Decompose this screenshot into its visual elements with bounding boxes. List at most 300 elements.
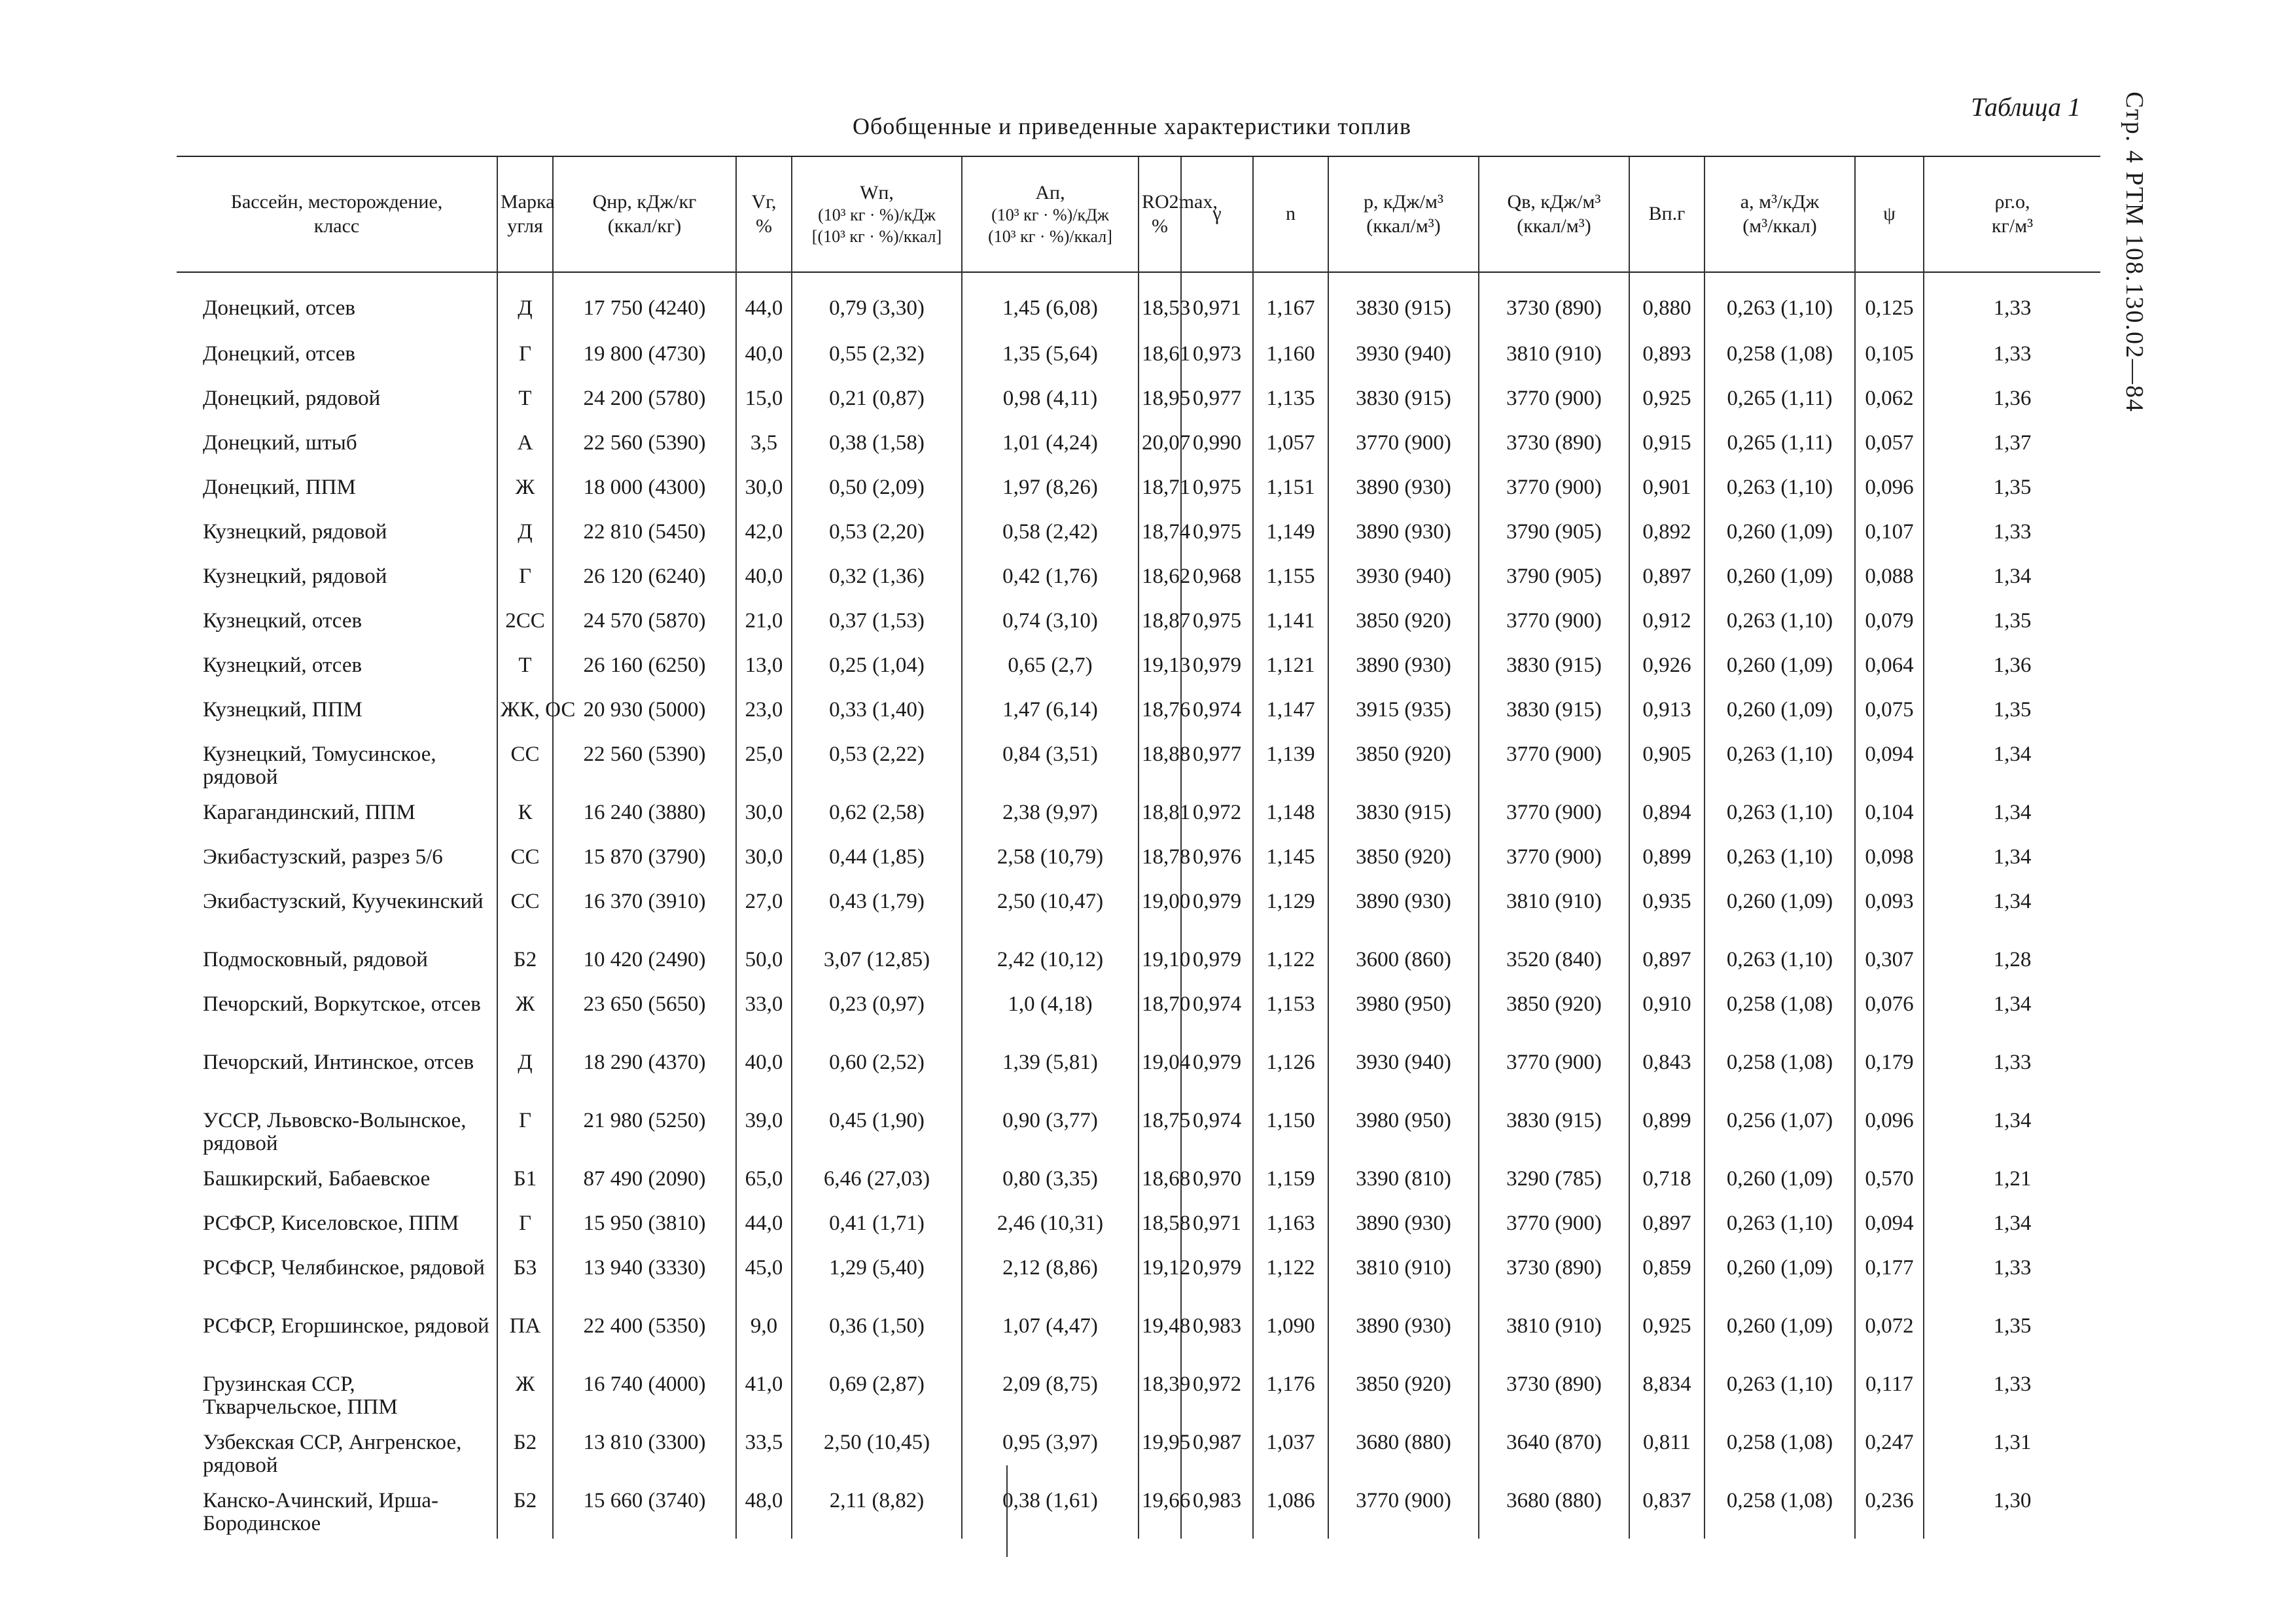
column-header-text: (ккал/кг)	[607, 215, 682, 237]
column-header-text: Qнр, кДж/кг	[592, 190, 697, 213]
table-row	[177, 645, 2100, 689]
table-cell: 1,36	[1924, 378, 2100, 423]
column-header-text: ρг.о,	[1994, 190, 2030, 213]
table-cell: 30,0	[736, 467, 792, 512]
table-cell: 0,935	[1629, 881, 1704, 939]
table-cell: 9,0	[736, 1306, 792, 1364]
table-cell: 0,62 (2,58)	[792, 792, 962, 837]
table-cell: 0,926	[1629, 645, 1704, 689]
table-cell: 0,079	[1855, 601, 1924, 645]
table-cell: 0,260 (1,09)	[1704, 512, 1855, 556]
table-cell: 18,71	[1139, 467, 1181, 512]
table-cell: 2,38 (9,97)	[962, 792, 1139, 837]
table-row	[177, 1306, 2100, 1364]
table-cell: 3730 (890)	[1479, 423, 1629, 467]
fuel-name-cell: Кузнецкий, рядовой	[203, 565, 387, 588]
table-row	[177, 378, 2100, 423]
table-cell: 18 290 (4370)	[553, 1042, 736, 1100]
table-cell: 0,43 (1,79)	[792, 881, 962, 939]
table-cell: 8,834	[1629, 1364, 1704, 1422]
table-cell: 2,09 (8,75)	[962, 1364, 1139, 1422]
table-cell: 10 420 (2490)	[553, 939, 736, 984]
table-cell: К	[497, 792, 553, 837]
table-cell: 3810 (910)	[1328, 1248, 1479, 1306]
table-row	[177, 1248, 2100, 1306]
table-cell: 0,60 (2,52)	[792, 1042, 962, 1100]
fuel-name-cell: Донецкий, отсев	[203, 296, 355, 320]
table-cell: 0,072	[1855, 1306, 1924, 1364]
table-cell: 0,258 (1,08)	[1704, 1042, 1855, 1100]
table-cell: 0,811	[1629, 1422, 1704, 1480]
table-cell: 3770 (900)	[1328, 423, 1479, 467]
table-cell: 2,11 (8,82)	[792, 1480, 962, 1539]
table-row	[177, 1100, 2100, 1159]
table-cell: 18,88	[1139, 734, 1181, 792]
table-cell: 3850 (920)	[1328, 837, 1479, 881]
table-cell: 1,33	[1924, 1364, 2100, 1422]
table-cell: 27,0	[736, 881, 792, 939]
table-cell: 3930 (940)	[1328, 556, 1479, 601]
table-cell: 1,149	[1253, 512, 1328, 556]
table-cell: 0,263 (1,10)	[1704, 734, 1855, 792]
table-cell: 22 560 (5390)	[553, 734, 736, 792]
table-cell: 13 940 (3330)	[553, 1248, 736, 1306]
table-cell: 0,974	[1181, 984, 1253, 1042]
table-cell: 40,0	[736, 556, 792, 601]
table-cell: 1,28	[1924, 939, 2100, 984]
table-cell: 1,34	[1924, 556, 2100, 601]
table-cell: 1,29 (5,40)	[792, 1248, 962, 1306]
table-cell: 0,094	[1855, 1203, 1924, 1248]
table-cell: 1,121	[1253, 645, 1328, 689]
table-cell: 1,145	[1253, 837, 1328, 881]
table-cell: 44,0	[736, 271, 792, 334]
table-title: Обобщенные и приведенные характеристики топлив	[852, 113, 1412, 139]
table-cell: 0,897	[1629, 939, 1704, 984]
fuel-name-cell: Грузинская ССР, Ткварчельское, ППМ	[203, 1372, 398, 1419]
table-number-label: Таблица 1	[1971, 92, 2081, 122]
table-cell: 0,975	[1181, 512, 1253, 556]
table-cell: ЖК, ОС	[497, 689, 553, 734]
table-row	[177, 734, 2100, 792]
table-cell: 0,975	[1181, 467, 1253, 512]
table-cell: 1,33	[1924, 1248, 2100, 1306]
table-cell: 0,263 (1,10)	[1704, 1203, 1855, 1248]
table-cell: Б1	[497, 1159, 553, 1203]
table-header-row	[177, 157, 2100, 271]
table-cell: Д	[497, 1042, 553, 1100]
table-cell: 0,263 (1,10)	[1704, 792, 1855, 837]
table-cell: 0,088	[1855, 556, 1924, 601]
table-cell: 0,859	[1629, 1248, 1704, 1306]
fuel-name-cell: Донецкий, штыб	[203, 431, 357, 455]
table-cell: 1,35	[1924, 467, 2100, 512]
table-cell: 0,84 (3,51)	[962, 734, 1139, 792]
table-cell: 45,0	[736, 1248, 792, 1306]
table-cell: 0,570	[1855, 1159, 1924, 1203]
table-cell: 3830 (915)	[1328, 271, 1479, 334]
column-header-1	[497, 157, 553, 271]
table-cell: 1,150	[1253, 1100, 1328, 1159]
column-header-text: ψ	[1883, 203, 1896, 225]
table-cell: 0,263 (1,10)	[1704, 271, 1855, 334]
table-cell: 0,179	[1855, 1042, 1924, 1100]
table-cell: 2,58 (10,79)	[962, 837, 1139, 881]
table-cell: 0,892	[1629, 512, 1704, 556]
table-cell: 87 490 (2090)	[553, 1159, 736, 1203]
table-cell: 1,01 (4,24)	[962, 423, 1139, 467]
table-cell: 22 560 (5390)	[553, 423, 736, 467]
table-cell: 0,910	[1629, 984, 1704, 1042]
table-cell: Ж	[497, 1364, 553, 1422]
fuel-name-cell: Экибастузский, разрез 5/6	[203, 845, 443, 869]
table-cell: 39,0	[736, 1100, 792, 1159]
table-cell: 0,905	[1629, 734, 1704, 792]
table-cell: 23 650 (5650)	[553, 984, 736, 1042]
column-header-text: (10³ кг · %)/кДж	[991, 205, 1109, 225]
table-cell: 0,258 (1,08)	[1704, 1480, 1855, 1539]
table-cell: 18 000 (4300)	[553, 467, 736, 512]
column-header-4	[792, 157, 962, 271]
table-cell: 1,47 (6,14)	[962, 689, 1139, 734]
table-cell: 18,68	[1139, 1159, 1181, 1203]
table-cell: 0,265 (1,11)	[1704, 378, 1855, 423]
table-cell: 24 200 (5780)	[553, 378, 736, 423]
table-cell: 3,07 (12,85)	[792, 939, 962, 984]
table-cell: 18,76	[1139, 689, 1181, 734]
table-cell: 0,104	[1855, 792, 1924, 837]
table-cell: 3915 (935)	[1328, 689, 1479, 734]
table-cell: 0,32 (1,36)	[792, 556, 962, 601]
table-cell: 19 800 (4730)	[553, 334, 736, 378]
table-cell: 0,899	[1629, 1100, 1704, 1159]
table-cell: Ж	[497, 467, 553, 512]
table-row	[177, 689, 2100, 734]
table-cell: 18,74	[1139, 512, 1181, 556]
table-cell: 3890 (930)	[1328, 1203, 1479, 1248]
column-header-text: (м³/ккал)	[1742, 215, 1817, 237]
table-cell: 33,5	[736, 1422, 792, 1480]
table-cell: 26 160 (6250)	[553, 645, 736, 689]
table-cell: 21 980 (5250)	[553, 1100, 736, 1159]
table-row	[177, 556, 2100, 601]
table-cell: 0,260 (1,09)	[1704, 689, 1855, 734]
table-cell: 18,75	[1139, 1100, 1181, 1159]
table-cell: 0,897	[1629, 556, 1704, 601]
table-cell: 3600 (860)	[1328, 939, 1479, 984]
table-cell: 0,74 (3,10)	[962, 601, 1139, 645]
table-cell: Г	[497, 1100, 553, 1159]
table-cell: 3790 (905)	[1479, 512, 1629, 556]
table-cell: 1,35	[1924, 601, 2100, 645]
table-cell: 1,159	[1253, 1159, 1328, 1203]
table-cell: 3730 (890)	[1479, 271, 1629, 334]
table-cell: 3930 (940)	[1328, 334, 1479, 378]
table-cell: 0,265 (1,11)	[1704, 423, 1855, 467]
table-row	[177, 271, 2100, 334]
table-cell: 3890 (930)	[1328, 645, 1479, 689]
table-cell: 26 120 (6240)	[553, 556, 736, 601]
table-cell: 1,33	[1924, 271, 2100, 334]
table-cell: Б2	[497, 1480, 553, 1539]
table-cell: 0,899	[1629, 837, 1704, 881]
table-cell: Б2	[497, 939, 553, 984]
table-cell: 48,0	[736, 1480, 792, 1539]
table-cell: 42,0	[736, 512, 792, 556]
table-cell: 0,979	[1181, 1248, 1253, 1306]
fuel-name-cell: Кузнецкий, Томусинское, рядовой	[203, 742, 436, 789]
column-header-text: класс	[313, 215, 360, 237]
table-cell: 3770 (900)	[1479, 601, 1629, 645]
fuel-name-cell: Подмосковный, рядовой	[203, 948, 428, 971]
fuel-characteristics-table	[177, 157, 2100, 1539]
table-cell: 0,979	[1181, 645, 1253, 689]
fuel-name-cell: Кузнецкий, рядовой	[203, 520, 387, 544]
table-cell: 0,53 (2,20)	[792, 512, 962, 556]
column-header-2	[553, 157, 736, 271]
table-cell: 3770 (900)	[1479, 792, 1629, 837]
table-cell: Г	[497, 556, 553, 601]
column-header-text: Марка	[501, 190, 555, 213]
table-cell: 3890 (930)	[1328, 881, 1479, 939]
table-cell: 0,107	[1855, 512, 1924, 556]
table-cell: 0,33 (1,40)	[792, 689, 962, 734]
table-cell: 1,167	[1253, 271, 1328, 334]
table-cell: 18,58	[1139, 1203, 1181, 1248]
table-cell: 19,00	[1139, 881, 1181, 939]
table-cell: 1,35	[1924, 689, 2100, 734]
column-header-text: a, м³/кДж	[1740, 190, 1820, 213]
table-cell: 0,69 (2,87)	[792, 1364, 962, 1422]
table-cell: 0,260 (1,09)	[1704, 645, 1855, 689]
table-cell: 0,979	[1181, 881, 1253, 939]
table-row	[177, 1422, 2100, 1480]
table-cell: 2,50 (10,45)	[792, 1422, 962, 1480]
table-cell: 22 400 (5350)	[553, 1306, 736, 1364]
table-cell: 0,925	[1629, 1306, 1704, 1364]
fuel-name-cell: Кузнецкий, отсев	[203, 609, 362, 633]
column-header-text: %	[756, 215, 772, 237]
table-cell: 1,126	[1253, 1042, 1328, 1100]
table-cell: 0,258 (1,08)	[1704, 1422, 1855, 1480]
table-cell: 18,62	[1139, 556, 1181, 601]
table-cell: 0,971	[1181, 271, 1253, 334]
table-cell: 0,972	[1181, 1364, 1253, 1422]
table-cell: 16 740 (4000)	[553, 1364, 736, 1422]
table-cell: 0,38 (1,58)	[792, 423, 962, 467]
table-cell: 13,0	[736, 645, 792, 689]
table-cell: 3770 (900)	[1479, 467, 1629, 512]
table-cell: 18,87	[1139, 601, 1181, 645]
table-row	[177, 881, 2100, 939]
table-cell: 3830 (915)	[1328, 792, 1479, 837]
table-cell: 6,46 (27,03)	[792, 1159, 962, 1203]
table-row	[177, 939, 2100, 984]
table-cell: 3810 (910)	[1479, 1306, 1629, 1364]
table-cell: 1,34	[1924, 984, 2100, 1042]
table-cell: 0,260 (1,09)	[1704, 556, 1855, 601]
fuel-name-cell: Печорский, Интинское, отсев	[203, 1051, 474, 1074]
table-cell: 3850 (920)	[1479, 984, 1629, 1042]
fuel-name-cell: Канско-Ачинский, Ирша-Бородинское	[203, 1489, 439, 1535]
table-cell: Б2	[497, 1422, 553, 1480]
table-cell: 50,0	[736, 939, 792, 984]
table-cell: 0,125	[1855, 271, 1924, 334]
table-cell: 19,95	[1139, 1422, 1181, 1480]
table-cell: 0,263 (1,10)	[1704, 1364, 1855, 1422]
table-cell: 1,34	[1924, 881, 2100, 939]
table-cell: 0,894	[1629, 792, 1704, 837]
table-cell: 1,07 (4,47)	[962, 1306, 1139, 1364]
table-cell: 18,95	[1139, 378, 1181, 423]
table-cell: 0,064	[1855, 645, 1924, 689]
column-header-text: n	[1286, 203, 1296, 225]
fuel-name-cell: Карагандинский, ППМ	[203, 801, 415, 824]
table-cell: 0,977	[1181, 734, 1253, 792]
table-cell: 0,915	[1629, 423, 1704, 467]
table-cell: 19,13	[1139, 645, 1181, 689]
table-cell: 3850 (920)	[1328, 1364, 1479, 1422]
table-cell: 0,177	[1855, 1248, 1924, 1306]
table-cell: 16 370 (3910)	[553, 881, 736, 939]
table-cell: 0,972	[1181, 792, 1253, 837]
table-cell: 3980 (950)	[1328, 984, 1479, 1042]
table-cell: 3770 (900)	[1479, 378, 1629, 423]
fuel-name-cell: РСФСР, Челябинское, рядовой	[203, 1256, 485, 1280]
table-cell: 0,236	[1855, 1480, 1924, 1539]
table-row	[177, 1042, 2100, 1100]
table-cell: 3810 (910)	[1479, 334, 1629, 378]
table-cell: 1,176	[1253, 1364, 1328, 1422]
page-side-label	[2115, 92, 2154, 432]
table-cell: 18,81	[1139, 792, 1181, 837]
table-cell: 0,256 (1,07)	[1704, 1100, 1855, 1159]
table-cell: 3850 (920)	[1328, 734, 1479, 792]
table-cell: 0,247	[1855, 1422, 1924, 1480]
table-cell: 0,258 (1,08)	[1704, 984, 1855, 1042]
page-side-label-text: Стр. 4 РТМ 108.130.02—84	[2121, 92, 2148, 413]
table-row	[177, 512, 2100, 556]
table-row	[177, 984, 2100, 1042]
column-header-5	[962, 157, 1139, 271]
table-cell: 0,897	[1629, 1203, 1704, 1248]
column-continuation-line	[1006, 1465, 1008, 1557]
table-cell: 40,0	[736, 1042, 792, 1100]
table-cell: СС	[497, 837, 553, 881]
column-header-text: p, кДж/м³	[1363, 190, 1444, 213]
fuel-name-cell: РСФСР, Киселовское, ППМ	[203, 1212, 459, 1235]
table-cell: 18,78	[1139, 837, 1181, 881]
table-row	[177, 423, 2100, 467]
table-row	[177, 334, 2100, 378]
table-cell: 23,0	[736, 689, 792, 734]
table-cell: 30,0	[736, 837, 792, 881]
table-cell: 0,105	[1855, 334, 1924, 378]
column-header-9	[1328, 157, 1479, 271]
table-cell: 20,07	[1139, 423, 1181, 467]
table-cell: 33,0	[736, 984, 792, 1042]
table-cell: 3830 (915)	[1328, 378, 1479, 423]
table-cell: 3770 (900)	[1328, 1480, 1479, 1539]
table-cell: 1,037	[1253, 1422, 1328, 1480]
table-cell: 0,36 (1,50)	[792, 1306, 962, 1364]
table-cell: 15 950 (3810)	[553, 1203, 736, 1248]
fuel-name-cell: РСФСР, Егоршинское, рядовой	[203, 1314, 489, 1338]
table-cell: 3790 (905)	[1479, 556, 1629, 601]
column-header-text: (ккал/м³)	[1366, 215, 1441, 237]
table-cell: 3830 (915)	[1479, 1100, 1629, 1159]
table-cell: 1,155	[1253, 556, 1328, 601]
table-cell: 1,141	[1253, 601, 1328, 645]
table-cell: 15,0	[736, 378, 792, 423]
table-cell: 0,973	[1181, 334, 1253, 378]
table-cell: 0,718	[1629, 1159, 1704, 1203]
table-cell: 0,979	[1181, 939, 1253, 984]
table-cell: 20 930 (5000)	[553, 689, 736, 734]
table-cell: 1,153	[1253, 984, 1328, 1042]
table-row	[177, 837, 2100, 881]
fuel-name-cell: Донецкий, рядовой	[203, 387, 381, 410]
table-row	[177, 1203, 2100, 1248]
column-header-text: Bп.г	[1648, 203, 1686, 225]
table-cell: 1,122	[1253, 939, 1328, 984]
table-cell: 1,33	[1924, 1042, 2100, 1100]
table-cell: 19,66	[1139, 1480, 1181, 1539]
table-cell: 3980 (950)	[1328, 1100, 1479, 1159]
table-cell: 0,260 (1,09)	[1704, 881, 1855, 939]
table-cell: 0,925	[1629, 378, 1704, 423]
table-cell: 0,258 (1,08)	[1704, 334, 1855, 378]
column-header-6	[1139, 157, 1218, 271]
table-cell: 1,129	[1253, 881, 1328, 939]
table-cell: 0,41 (1,71)	[792, 1203, 962, 1248]
table-cell: 25,0	[736, 734, 792, 792]
table-cell: 1,148	[1253, 792, 1328, 837]
column-header-text: [(10³ кг · %)/ккал]	[811, 226, 942, 246]
table-cell: 0,912	[1629, 601, 1704, 645]
table-cell: 0,974	[1181, 1100, 1253, 1159]
table-cell: 0,094	[1855, 734, 1924, 792]
table-cell: 18,70	[1139, 984, 1181, 1042]
table-cell: 3390 (810)	[1328, 1159, 1479, 1203]
table-cell: 3,5	[736, 423, 792, 467]
table-cell: 0,263 (1,10)	[1704, 939, 1855, 984]
table-cell: 1,39 (5,81)	[962, 1042, 1139, 1100]
table-cell: 0,42 (1,76)	[962, 556, 1139, 601]
column-header-text: RO2max,	[1142, 190, 1218, 213]
fuel-name-cell: Донецкий, ППМ	[203, 476, 356, 499]
table-cell: 0,65 (2,7)	[962, 645, 1139, 689]
table-cell: 15 660 (3740)	[553, 1480, 736, 1539]
table-cell: 0,21 (0,87)	[792, 378, 962, 423]
table-cell: 0,45 (1,90)	[792, 1100, 962, 1159]
column-header-text: %	[1152, 215, 1168, 237]
table-body	[177, 271, 2100, 1539]
table-cell: 0,979	[1181, 1042, 1253, 1100]
table-cell: 0,837	[1629, 1480, 1704, 1539]
table-cell: 0,90 (3,77)	[962, 1100, 1139, 1159]
table-cell: 2,12 (8,86)	[962, 1248, 1139, 1306]
table-cell: 1,057	[1253, 423, 1328, 467]
table-cell: 1,37	[1924, 423, 2100, 467]
column-header-12	[1704, 157, 1855, 271]
table-cell: 0,893	[1629, 334, 1704, 378]
table-cell: 0,096	[1855, 467, 1924, 512]
table-cell: 0,95 (3,97)	[962, 1422, 1139, 1480]
column-header-7	[1181, 157, 1253, 271]
table-cell: 3640 (870)	[1479, 1422, 1629, 1480]
column-header-14	[1924, 157, 2100, 271]
